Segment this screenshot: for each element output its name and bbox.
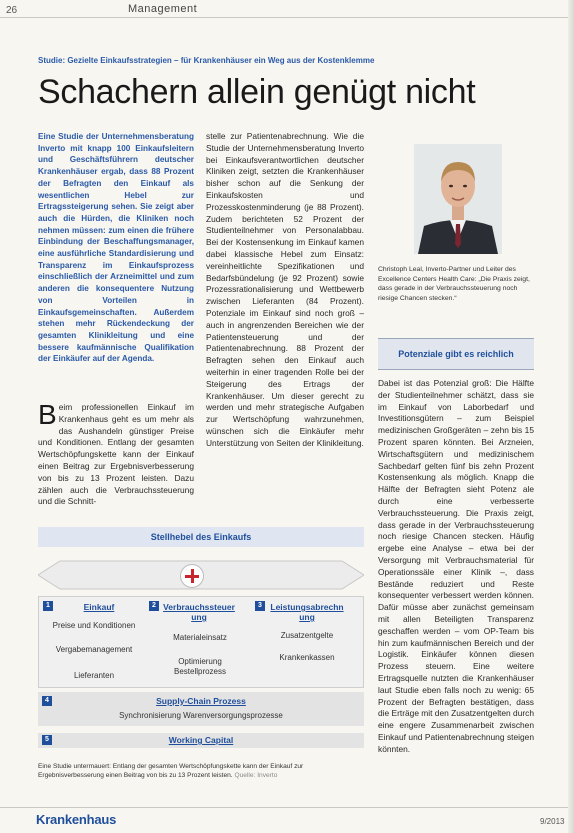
lever-item: Preise und Konditionen [52, 621, 136, 630]
graphic-caption-text: Eine Studie untermauert: Entlang der gesamten Wertschöpfungskette kann der Einkauf zur Ergebnisverbesserung einen Beitrag von bis zu 13 Prozent leisten. [38, 763, 304, 779]
lever-item: Optimierung Bestellprozess [173, 657, 227, 676]
lever-title-1: Einkauf [83, 602, 115, 612]
lever-number-3: 3 [255, 601, 265, 611]
band-title-4: Supply-Chain Prozess [156, 696, 246, 706]
lever-number-4: 4 [42, 696, 52, 706]
column-2-body: stelle zur Patientenabrechnung. Wie die Studie der Unternehmensberatung Inverto bei Einkaufsverantwortlichen deutscher Kliniken zeigt, setzten die Krankenhäuser bisher schon auf die Senkung der Einkaufskosten und Prozesskostenminderung (je 88 Prozent). Zudem berichteten 52 Prozent der Studienteilnehmer von Personalabbau. Bei der Kostensenkung im Einkauf kamen dabei klassische Hebel zum Einsatz: vereinheitlichte Spezifikationen und Bedarfsbündelung (je 92 Prozent) sowie Prozessrationalisierung und Wettbewerb zwischen Lieferanten (84 Prozent). Potenziale im Einkauf sind noch groß – auch in angrenzenden Bereichen wie der Patientensteuerung und der Patientenabrechnung. 88 Prozent der Befragten sehen den Einkauf auch weiterhin in einer tragenden Rolle bei der Steigerung des Ertrags der Krankenhäuser. Um dieser gerecht zu werden und mehr strategische Aufgaben zur Wertschöpfung wahrzunehmen, wünschen sich die Einkäufer mehr Unterstützung von Seiten der Klinikleitung. [206, 131, 364, 448]
lever-item: Vergabemanagement [55, 645, 133, 654]
section-label: Management [128, 3, 198, 15]
issue-number: 9/2013 [540, 817, 565, 826]
column-1-text: eim professionellen Einkauf im Krankenhaus geht es um mehr als das Aushandeln günstiger Preise und Konditionen. Entlang der gesamten Wertschöpfungskette kann der Einkauf einen Beitrag zur Ergebnisverbesserung von bis zu 13 Prozent leisten. Dazu zählen auch die Verbrauchssteuerung und die Schnitt- [38, 402, 194, 507]
column-3-body: Dabei ist das Potenzial groß: Die Hälfte der Studienteilnehmer schätzt, dass sie im Einkauf von Laborbedarf und Investitionsgütern – zum Beispiel medizinischen Großgeräten – zehn bis 15 Prozent sparen könnten. Bei Arzneien, Wirtschaftsgütern und medizinischem Sachbedarf gelten fünf bis zehn Prozent Kostensenkung als möglich. Knapp die Hälfte der Befragten sieht Potenz ale durch eine verbesserte Verbrauchssteuerung. Die Praxis zeigt, dass gerade in der Verbrauchssteuerung noch riesige Chancen stecken. Häufig ergebe eine Analyse – etwa bei der Versorgung mit Verbrauchsmaterial für Operationssäle einer Klinik –, dass Bestände reduziert und Reste konsequenter verbessert werden können. Dafür müsse aber zunächst gemeinsam mit allen Beteiligten Transparenz geschaffen werden – vom OP-Team bis hin zum kaufmännischen Bereich und der Logistik. Einkäufer können diesen Prozess steuern. Eine weitere Ertragsquelle nutzten die Krankenhäuser laut Studie eben falls noch zu wenig: 65 Prozent der Befragten bestätigen, dass die Erträge mit den Zusatzentgelten durch eine engere Zusammenarbeit zwischen Einkauf und Patientenabrechnung steigen könnten. [378, 378, 534, 754]
article-intro: Eine Studie der Unternehmensberatung Inverto mit knapp 100 Einkaufsleitern und Geschäftsführern deutscher Krankenhäuser ergab, dass 88 Prozent der Befragten den Einkauf als wesentlichen Hebel zur Ertragssteigerung sehen. Sie zeigt aber auch die Hürden, die Kliniken noch nehmen müssen: zum einen die frühere Einbindung der Beschaffungsmanager, eine ausführliche Standardisierung und Transparenz im Einkaufsprozess einschließlich der Arzneimittel und zum anderen die konsequentere Nutzung von Vorteilen in Einkaufsgemeinschaften. Außerdem stehen mehr Rückendeckung der gesamten Klinikleitung und eine bessere kaufmännische Qualifikation der Einkäufer auf der Agenda. [38, 132, 194, 364]
graphic-source: Quelle: Inverto [234, 772, 278, 779]
lever-number-1: 1 [43, 601, 53, 611]
band-sub-4: Synchronisierung Warenversorgungsprozesse [119, 711, 283, 720]
subheading-box [378, 338, 534, 370]
plus-cross-icon [180, 564, 204, 588]
lever-band-5 [38, 733, 364, 748]
article-kicker: Studie: Gezielte Einkaufsstrategien – für Krankenhäuser ein Weg aus der Kostenklemme [38, 56, 375, 65]
portrait-photo [414, 144, 502, 254]
lever-band-4 [38, 692, 364, 726]
magazine-logo: Krankenhaus [36, 812, 117, 827]
lever-item: Lieferanten [73, 671, 115, 680]
subheading: Potenziale gibt es reichlich [398, 349, 514, 359]
column-1-body [38, 399, 194, 508]
lever-number-2: 2 [149, 601, 159, 611]
lever-item: Materialeinsatz [173, 633, 227, 642]
lever-boxes [38, 596, 364, 688]
lever-number-5: 5 [42, 735, 52, 745]
lever-item: Zusatzentgelte [280, 631, 334, 640]
page-number: 26 [6, 5, 18, 16]
dropcap: B [38, 399, 57, 430]
header-rule [0, 17, 574, 18]
portrait-illustration [414, 144, 502, 254]
page-edge [568, 0, 574, 833]
lever-box-1 [43, 601, 143, 685]
lever-title-2: Verbrauchssteuerung [163, 602, 235, 622]
footer-rule [0, 807, 574, 808]
photo-caption: Christoph Leal, Inverto-Partner und Leiter des Excellence Centers Health Care: „Die Praxis zeigt, dass gerade in der Verbrauchssteuerung noch riesige Chancen stecken.“ [378, 266, 530, 302]
graphic-caption [38, 762, 364, 780]
lever-item: Krankenkassen [279, 653, 335, 662]
lever-box-3 [255, 601, 359, 685]
band-title-5: Working Capital [168, 735, 234, 745]
lever-box-2 [149, 601, 249, 685]
graphic-title: Stellhebel des Einkaufs [38, 527, 364, 547]
lever-title-3: Leistungsabrechnung [270, 602, 344, 622]
article-headline: Schachern allein genügt nicht [38, 73, 476, 111]
